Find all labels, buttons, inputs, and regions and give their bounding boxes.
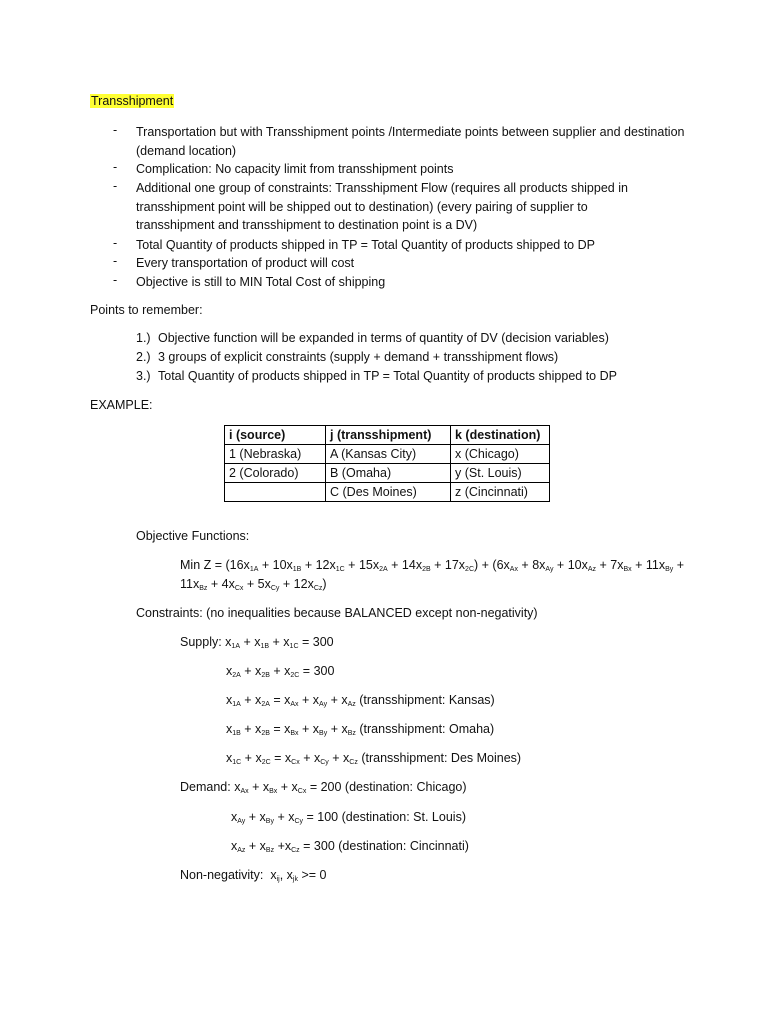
table-header-row [225,426,550,445]
table-cell: z (Cincinnati) [451,483,550,502]
objective-heading: Objective Functions: [136,529,250,543]
column-header: i (source) [225,426,326,445]
table-cell [225,483,326,502]
points-heading: Points to remember: [90,303,203,317]
column-header: j (transshipment) [326,426,451,445]
bullet-dash: - [113,123,118,137]
point-text: Total Quantity of products shipped in TP = Total Quantity of products shipped to DP [158,369,617,383]
list-item: Transportation but with Transshipment points /Intermediate points between supplier and destination (demand location) [136,125,685,158]
list-item: Complication: No capacity limit from transshipment points [136,162,454,176]
transshipment-constraint: $x_{1B} + x_{2B} = x_{Bx} + x_{By} + x_{Bz}$ (transshipment: Omaha) [226,722,495,737]
table-cell: y (St. Louis) [451,464,550,483]
bullet-dash: - [113,236,118,250]
table-row [225,483,550,502]
table-cell: x (Chicago) [451,445,550,464]
point-number: 1.) [136,331,151,345]
bullet-dash: - [113,179,118,193]
constraints-heading: Constraints: (no inequalities because BALANCED except non-negativity) [136,606,538,620]
demand-constraint: Demand: $x_{Ax} + x_{Bx} + x_{Cx} = 200$ (destination: Chicago) [180,780,467,795]
list-item: Total Quantity of products shipped in TP = Total Quantity of products shipped to DP [136,238,595,252]
supply-constraint: $x_{2A} + x_{2B} + x_{2C} = 300$ [226,664,335,679]
transshipment-constraint: $x_{1A} + x_{2A} = x_{Ax} + x_{Ay} + x_{Az}$ (transshipment: Kansas) [226,693,495,708]
point-number: 2.) [136,350,151,364]
point-text: Objective function will be expanded in terms of quantity of DV (decision variables) [158,331,609,345]
objective-equation-line: $11x_{Bz} + 4x_{Cx} + 5x_{Cy} + 12x_{Cz}$) [180,577,327,592]
table-cell: C (Des Moines) [326,483,451,502]
bullet-dash: - [113,273,118,287]
demand-constraint: $x_{Ay} + x_{By} + x_{Cy} = 100$ (destination: St. Louis) [231,810,466,825]
table-row [225,445,550,464]
supply-constraint: Supply: $x_{1A} + x_{1B} + x_{1C} = 300$ [180,635,334,650]
table-row [225,464,550,483]
list-item: Additional one group of constraints: Transshipment Flow (requires all products shipped in transshipment point will be shipped out to destination) (every pairing of supplier to transshipment and transshipment to destination point is a DV) [136,181,628,233]
bullet-dash: - [113,160,118,174]
table-cell: 1 (Nebraska) [225,445,326,464]
table-cell: 2 (Colorado) [225,464,326,483]
table-cell: A (Kansas City) [326,445,451,464]
list-item: Objective is still to MIN Total Cost of shipping [136,275,386,289]
example-table [224,425,550,502]
list-item: Every transportation of product will cost [136,256,355,270]
nonnegativity-constraint: Non-negativity: $x_{ij}$, $x_{jk} >= 0$ [180,868,327,883]
table-cell: B (Omaha) [326,464,451,483]
transshipment-constraint: $x_{1C} + x_{2C} = x_{Cx} + x_{Cy} + x_{Cz}$ (transshipment: Des Moines) [226,751,522,766]
objective-equation-line: Min $Z = (16x_{1A} + 10x_{1B} + 12x_{1C} + 15x_{2A} + 14x_{2B} + 17x_{2C}) + (6x_{Ax} + 8x_{Ay} + 10x_{Az} + 7x_{Bx} + 11x_{By}$ + [180,558,685,573]
demand-constraint: $x_{Az} + x_{Bz} +x_{Cz} = 300$ (destination: Cincinnati) [231,839,469,854]
point-text: 3 groups of explicit constraints (supply + demand + transshipment flows) [158,350,559,364]
bullet-dash: - [113,254,118,268]
column-header: k (destination) [451,426,550,445]
point-number: 3.) [136,369,151,383]
example-heading: EXAMPLE: [90,398,153,412]
page-title: Transshipment [91,94,174,108]
